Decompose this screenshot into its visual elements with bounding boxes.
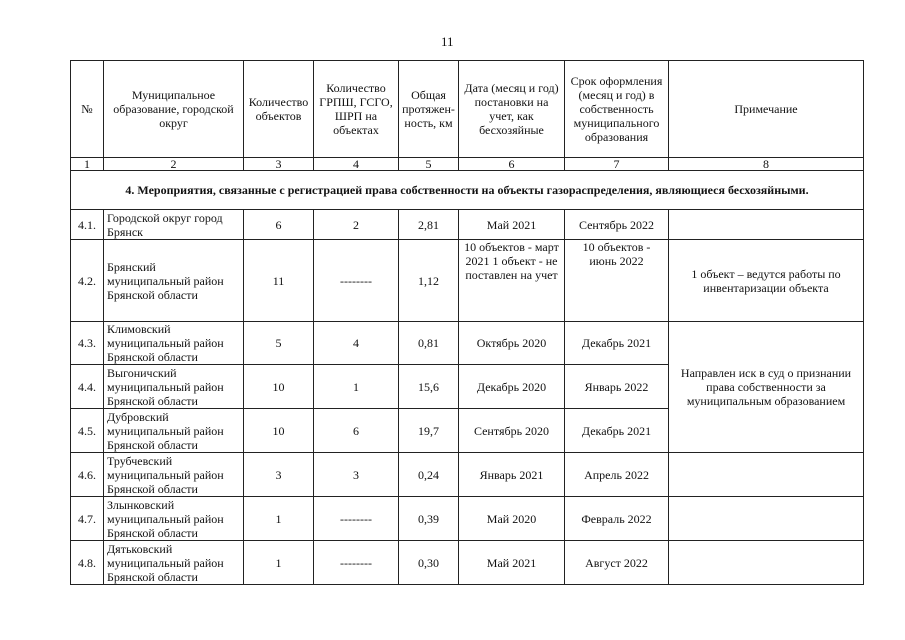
row-date: Январь 2021 — [459, 453, 565, 497]
column-number: 7 — [565, 158, 669, 171]
row-num: 4.7. — [71, 497, 104, 541]
row-date: Октябрь 2020 — [459, 322, 565, 365]
row-length: 0,81 — [399, 322, 459, 365]
row-objects: 10 — [244, 365, 314, 409]
row-municipality: Брянский муниципальный район Брянской области — [104, 240, 244, 322]
row-note: 1 объект – ведутся работы по инвентаризации объекта — [669, 240, 864, 322]
row-municipality: Дятьковский муниципальный район Брянской области — [104, 541, 244, 585]
row-length: 19,7 — [399, 409, 459, 453]
page-number: 11 — [441, 34, 454, 49]
row-term: Декабрь 2021 — [565, 322, 669, 365]
column-number-row — [71, 158, 864, 171]
row-length: 0,24 — [399, 453, 459, 497]
gas-objects-table — [70, 60, 864, 585]
section-row — [71, 171, 864, 210]
column-number: 3 — [244, 158, 314, 171]
column-number: 2 — [104, 158, 244, 171]
table-row — [71, 240, 864, 322]
row-municipality: Выгоничский муниципальный район Брянской области — [104, 365, 244, 409]
row-municipality: Трубчевский муниципальный район Брянской области — [104, 453, 244, 497]
row-objects: 1 — [244, 541, 314, 585]
row-grp: 6 — [314, 409, 399, 453]
row-grp: 3 — [314, 453, 399, 497]
row-length: 15,6 — [399, 365, 459, 409]
row-term: Апрель 2022 — [565, 453, 669, 497]
row-objects: 5 — [244, 322, 314, 365]
header-grp: Количество ГРПШ, ГСГО, ШРП на объектах — [314, 61, 399, 158]
row-date: Май 2020 — [459, 497, 565, 541]
row-num: 4.3. — [71, 322, 104, 365]
row-num: 4.1. — [71, 210, 104, 240]
row-municipality: Климовский муниципальный район Брянской области — [104, 322, 244, 365]
row-grp: -------- — [314, 497, 399, 541]
header-date-registered: Дата (месяц и год) постановки на учет, как бесхозяйные — [459, 61, 565, 158]
row-note — [669, 497, 864, 541]
row-num: 4.8. — [71, 541, 104, 585]
row-term: Декабрь 2021 — [565, 409, 669, 453]
table-row — [71, 541, 864, 585]
row-grp: 1 — [314, 365, 399, 409]
row-length: 2,81 — [399, 210, 459, 240]
row-length: 0,30 — [399, 541, 459, 585]
row-objects: 10 — [244, 409, 314, 453]
row-grp: 2 — [314, 210, 399, 240]
row-num: 4.5. — [71, 409, 104, 453]
row-objects: 11 — [244, 240, 314, 322]
header-length: Общая протяжен-ность, км — [399, 61, 459, 158]
table-row — [71, 210, 864, 240]
row-term: Август 2022 — [565, 541, 669, 585]
column-number: 6 — [459, 158, 565, 171]
row-note — [669, 541, 864, 585]
header-municipality: Муниципальное образование, городской округ — [104, 61, 244, 158]
table-row — [71, 322, 864, 365]
column-number: 1 — [71, 158, 104, 171]
row-term: Февраль 2022 — [565, 497, 669, 541]
header-term: Срок оформления (месяц и год) в собственность муниципального образования — [565, 61, 669, 158]
merged-note: Направлен иск в суд о признании права собственности за муниципальным образованием — [669, 322, 864, 453]
row-term: Сентябрь 2022 — [565, 210, 669, 240]
column-number: 8 — [669, 158, 864, 171]
header-num: № — [71, 61, 104, 158]
row-objects: 1 — [244, 497, 314, 541]
row-municipality: Дубровский муниципальный район Брянской области — [104, 409, 244, 453]
table-row — [71, 497, 864, 541]
section-title: 4. Мероприятия, связанные с регистрацией права собственности на объекты газораспределения, являющиеся бесхозяйными. — [71, 171, 864, 210]
header-objects: Количество объектов — [244, 61, 314, 158]
row-municipality: Городской округ город Брянск — [104, 210, 244, 240]
row-grp: -------- — [314, 240, 399, 322]
row-date: Сентябрь 2020 — [459, 409, 565, 453]
row-num: 4.4. — [71, 365, 104, 409]
row-date: Май 2021 — [459, 210, 565, 240]
row-term: Январь 2022 — [565, 365, 669, 409]
row-num: 4.6. — [71, 453, 104, 497]
header-row — [71, 61, 864, 158]
row-length: 0,39 — [399, 497, 459, 541]
row-note — [669, 210, 864, 240]
row-objects: 6 — [244, 210, 314, 240]
column-number: 4 — [314, 158, 399, 171]
row-date: Май 2021 — [459, 541, 565, 585]
row-grp: -------- — [314, 541, 399, 585]
row-term: 10 объектов - июнь 2022 — [565, 240, 669, 322]
table-row — [71, 453, 864, 497]
row-length: 1,12 — [399, 240, 459, 322]
row-note — [669, 453, 864, 497]
row-num: 4.2. — [71, 240, 104, 322]
header-note: Примечание — [669, 61, 864, 158]
row-objects: 3 — [244, 453, 314, 497]
row-municipality: Злынковский муниципальный район Брянской области — [104, 497, 244, 541]
row-date: 10 объектов - март 2021 1 объект - не поставлен на учет — [459, 240, 565, 322]
column-number: 5 — [399, 158, 459, 171]
row-grp: 4 — [314, 322, 399, 365]
row-date: Декабрь 2020 — [459, 365, 565, 409]
